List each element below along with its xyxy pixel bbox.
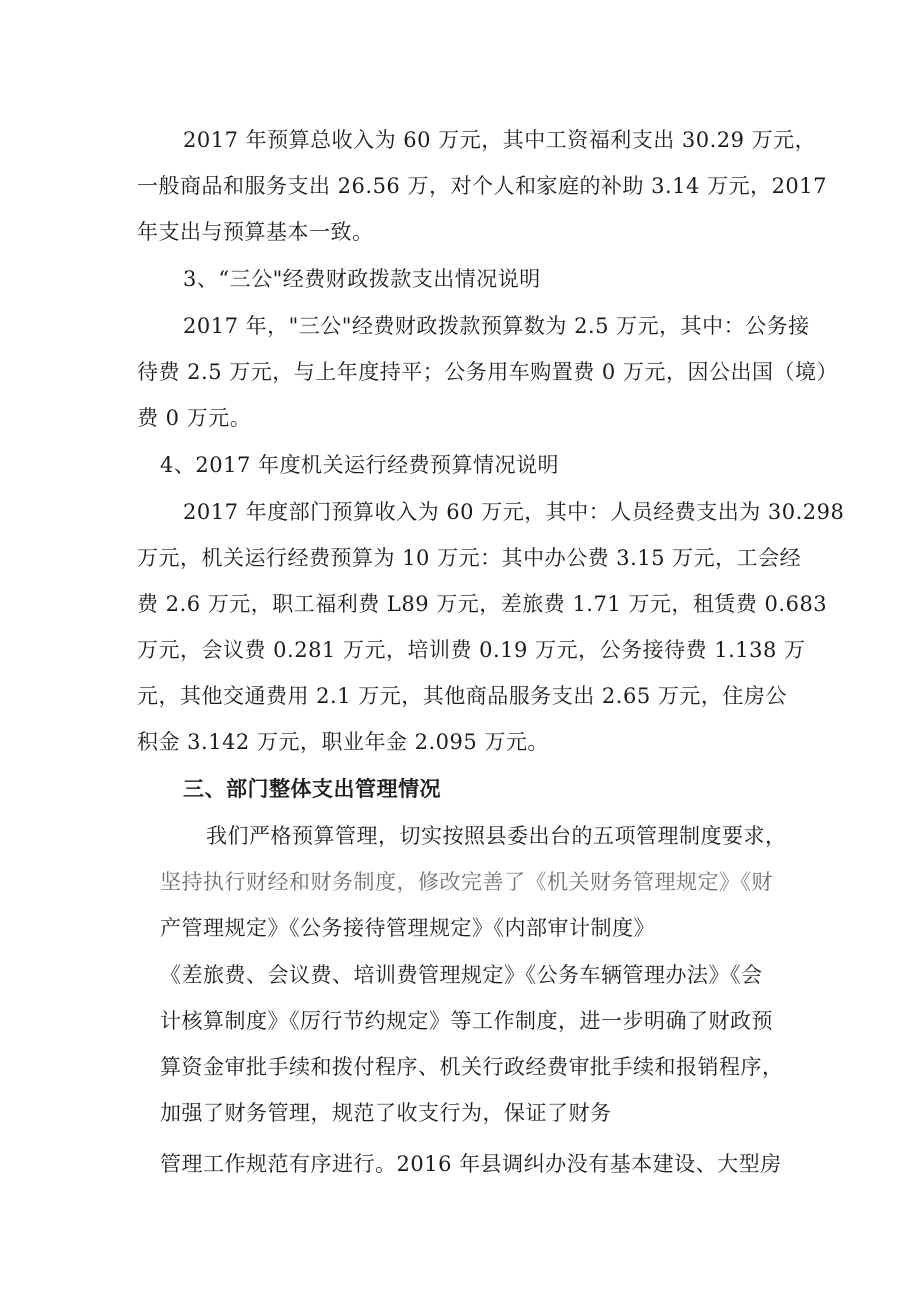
- paragraph-3-line-1: 2017 年度部门预算收入为 60 万元，其中：人员经费支出为 30.298: [183, 500, 845, 524]
- paragraph-4-line-4: 《差旅费、会议费、培训费管理规定》《公务车辆管理办法》《会: [160, 963, 763, 987]
- paragraph-1-line-3: 年支出与预算基本一致。: [137, 220, 374, 244]
- paragraph-1-line-2: 一般商品和服务支出 26.56 万，对个人和家庭的补助 3.14 万元，2017: [137, 174, 828, 198]
- subheading-3: 3、“三公"经费财政拨款支出情况说明: [183, 267, 541, 291]
- paragraph-2-line-3: 费 0 万元。: [137, 406, 252, 430]
- subheading-4: 4、2017 年度机关运行经费预算情况说明: [160, 453, 559, 477]
- paragraph-4-line-8: 管理工作规范有序进行。2016 年县调纠办没有基本建设、大型房: [160, 1152, 782, 1176]
- paragraph-3-line-2: 万元，机关运行经费预算为 10 万元：其中办公费 3.15 万元，工会经: [137, 546, 802, 570]
- paragraph-2-line-2: 待费 2.5 万元，与上年度持平；公务用车购置费 0 万元，因公出国（境）: [137, 360, 838, 384]
- paragraph-1-line-1: 2017 年预算总收入为 60 万元，其中工资福利支出 30.29 万元，: [183, 128, 817, 152]
- paragraph-3-line-5: 元，其他交通费用 2.1 万元，其他商品服务支出 2.65 万元，住房公: [137, 684, 787, 708]
- paragraph-3-line-6: 积金 3.142 万元，职业年金 2.095 万元。: [137, 730, 549, 754]
- paragraph-3-line-3: 费 2.6 万元，职工福利费 L89 万元，差旅费 1.71 万元，租赁费 0.683: [137, 592, 828, 616]
- paragraph-4-line-3: 产管理规定》《公务接待管理规定》《内部审计制度》: [160, 916, 655, 940]
- paragraph-4-line-5: 计核算制度》《厉行节约规定》等工作制度，进一步明确了财政预: [160, 1009, 773, 1033]
- paragraph-4-line-1: 我们严格预算管理，切实按照县委出台的五项管理制度要求，: [206, 824, 787, 848]
- paragraph-4-line-7: 加强了财务管理，规范了收支行为，保证了财务: [160, 1101, 612, 1125]
- section-heading: 三、部门整体支出管理情况: [183, 777, 441, 801]
- paragraph-3-line-4: 万元，会议费 0.281 万元，培训费 0.19 万元，公务接待费 1.138 万: [137, 638, 806, 662]
- paragraph-2-line-1: 2017 年，"三公"经费财政拨款预算数为 2.5 万元，其中：公务接: [183, 314, 810, 338]
- paragraph-4-line-6: 算资金审批手续和拨付程序、机关行政经费审批手续和报销程序，: [160, 1055, 784, 1079]
- paragraph-4-line-2: 坚持执行财经和财务制度，修改完善了《机关财务管理规定》《财: [160, 870, 773, 894]
